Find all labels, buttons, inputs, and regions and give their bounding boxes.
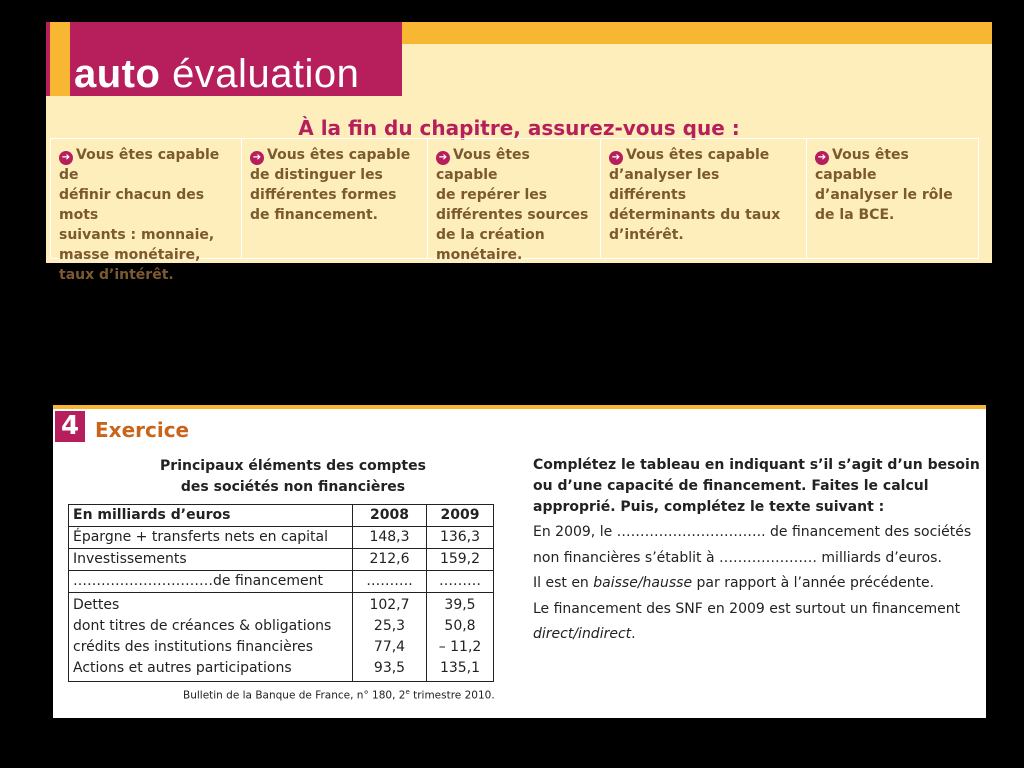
instruction-line-3: approprié. Puis, complétez le texte suivant : bbox=[533, 499, 885, 515]
row-blank-2008: ………. bbox=[353, 571, 427, 593]
competency-1-line-5: taux d’intérêt. bbox=[59, 267, 174, 283]
debts-values-2009 bbox=[427, 593, 494, 682]
fill-in-text bbox=[533, 520, 978, 648]
fill-line-3a: Il est en bbox=[533, 575, 594, 591]
fill-line-5 bbox=[533, 622, 978, 648]
row-value-2009: 159,2 bbox=[427, 549, 494, 571]
debts-values-2008 bbox=[353, 593, 427, 682]
debts-label-2: dont titres de créances & obligations bbox=[73, 618, 332, 634]
competency-grid bbox=[50, 138, 979, 283]
financing-table bbox=[68, 504, 494, 682]
exercise-top-accent bbox=[53, 405, 986, 409]
competency-4-line-2: d’analyser les différents bbox=[609, 167, 720, 203]
competency-3-line-2: de repérer les bbox=[436, 187, 548, 203]
exercise-number-badge: 4 bbox=[55, 411, 85, 442]
row-label: Investissements bbox=[69, 549, 353, 571]
debts-2008-4: 93,5 bbox=[373, 660, 406, 676]
debts-2009-4: 135,1 bbox=[439, 660, 481, 676]
row-label: Épargne + transferts nets en capital bbox=[69, 527, 353, 549]
competency-3-line-4: de la création bbox=[436, 227, 545, 243]
competency-5-line-3: de la BCE. bbox=[815, 207, 895, 223]
competency-1-line-2: définir chacun des mots bbox=[59, 187, 205, 223]
competency-5-line-2: d’analyser le rôle bbox=[815, 187, 953, 203]
arrow-right-circle-icon: ➔ bbox=[609, 151, 623, 165]
header-label: En milliards d’euros bbox=[69, 505, 353, 527]
table-row-blank bbox=[69, 571, 494, 593]
competency-cell-5 bbox=[806, 138, 979, 259]
debts-label-1: Dettes bbox=[73, 597, 120, 613]
heading-bold: auto bbox=[74, 52, 161, 96]
fill-line-1: En 2009, le ………………………….. de financement des sociétés bbox=[533, 524, 972, 540]
competency-5-line-1: Vous êtes capable bbox=[815, 147, 909, 183]
competency-3-line-3: différentes sources bbox=[436, 207, 589, 223]
table-caption-line-1: Principaux éléments des comptes bbox=[160, 458, 426, 474]
debts-label-4: Actions et autres participations bbox=[73, 660, 292, 676]
debts-labels bbox=[69, 593, 353, 682]
fill-line-4: Le financement des SNF en 2009 est surtout un financement bbox=[533, 600, 961, 617]
source-before: Bulletin de la Banque de France, n° 180, 2 bbox=[183, 689, 406, 702]
competency-1-line-1: Vous êtes capable de bbox=[59, 147, 220, 183]
table-caption-line-2: des sociétés non financières bbox=[180, 479, 406, 495]
choice-baisse-hausse: baisse/hausse bbox=[593, 575, 693, 591]
heading-stripe bbox=[50, 22, 70, 96]
row-label-blank: …………………………de financement bbox=[69, 571, 353, 593]
heading-light: évaluation bbox=[172, 52, 360, 96]
fill-line-3 bbox=[533, 571, 978, 597]
instruction-line-1: Complétez le tableau en indiquant s’il s’agit d’un besoin bbox=[533, 457, 980, 473]
table-row-debts-block bbox=[69, 593, 494, 682]
table-header-row bbox=[69, 505, 494, 527]
auto-evaluation-subtitle: À la fin du chapitre, assurez-vous que : bbox=[298, 116, 740, 140]
competency-2-line-2: de distinguer les bbox=[250, 167, 383, 183]
auto-evaluation-heading-box bbox=[46, 22, 402, 96]
competency-2-line-3: différentes formes bbox=[250, 187, 397, 203]
competency-3-line-5: monétaire. bbox=[436, 247, 523, 263]
source-sup: e bbox=[405, 688, 410, 696]
table-caption bbox=[133, 456, 453, 498]
auto-evaluation-panel bbox=[46, 22, 992, 283]
competency-1-line-4: masse monétaire, bbox=[59, 247, 201, 263]
fill-line-2: non financières s’établit à ………………… milliards d’euros. bbox=[533, 549, 942, 566]
row-value-2008: 148,3 bbox=[353, 527, 427, 549]
arrow-right-circle-icon: ➔ bbox=[815, 151, 829, 165]
row-value-2008: 212,6 bbox=[353, 549, 427, 571]
header-year-2009: 2009 bbox=[427, 505, 494, 527]
table-row bbox=[69, 527, 494, 549]
competency-2-line-1: Vous êtes capable bbox=[267, 147, 411, 163]
competency-4-line-4: d’intérêt. bbox=[609, 227, 684, 243]
table-row bbox=[69, 549, 494, 571]
competency-cell-4 bbox=[600, 138, 806, 259]
table-source bbox=[183, 688, 583, 702]
debts-2009-3: – 11,2 bbox=[438, 639, 482, 655]
exercise-instructions bbox=[533, 455, 980, 518]
exercise-title: Exercice bbox=[95, 418, 190, 442]
row-value-2009: 136,3 bbox=[427, 527, 494, 549]
auto-evaluation-heading bbox=[74, 54, 359, 94]
fill-line-3c: par rapport à l’année précédente. bbox=[692, 575, 935, 591]
competency-2-line-4: de financement. bbox=[250, 207, 379, 223]
competency-4-line-1: Vous êtes capable bbox=[626, 147, 770, 163]
debts-2008-3: 77,4 bbox=[373, 639, 406, 655]
source-after: trimestre 2010. bbox=[409, 689, 495, 702]
competency-3-line-1: Vous êtes capable bbox=[436, 147, 530, 183]
competency-cell-3 bbox=[427, 138, 600, 263]
competency-4-line-3: déterminants du taux bbox=[609, 207, 781, 223]
competency-cell-1 bbox=[50, 138, 241, 283]
debts-2008-2: 25,3 bbox=[373, 618, 406, 634]
debts-2008-1: 102,7 bbox=[369, 597, 410, 613]
fill-line-5-end: . bbox=[631, 626, 636, 642]
debts-2009-2: 50,8 bbox=[444, 618, 476, 634]
arrow-right-circle-icon: ➔ bbox=[436, 151, 450, 165]
arrow-right-circle-icon: ➔ bbox=[59, 151, 73, 165]
arrow-right-circle-icon: ➔ bbox=[250, 151, 264, 165]
debts-label-3: crédits des institutions financières bbox=[73, 639, 314, 655]
debts-2009-1: 39,5 bbox=[444, 597, 476, 613]
competency-cell-2 bbox=[241, 138, 427, 259]
row-blank-2009: ……… bbox=[427, 571, 494, 593]
instruction-line-2: ou d’une capacité de financement. Faites le calcul bbox=[533, 478, 929, 494]
header-year-2008: 2008 bbox=[353, 505, 427, 527]
choice-direct-indirect: direct/indirect bbox=[533, 626, 632, 642]
exercise-panel bbox=[53, 405, 986, 718]
competency-1-line-3: suivants : monnaie, bbox=[59, 227, 215, 243]
